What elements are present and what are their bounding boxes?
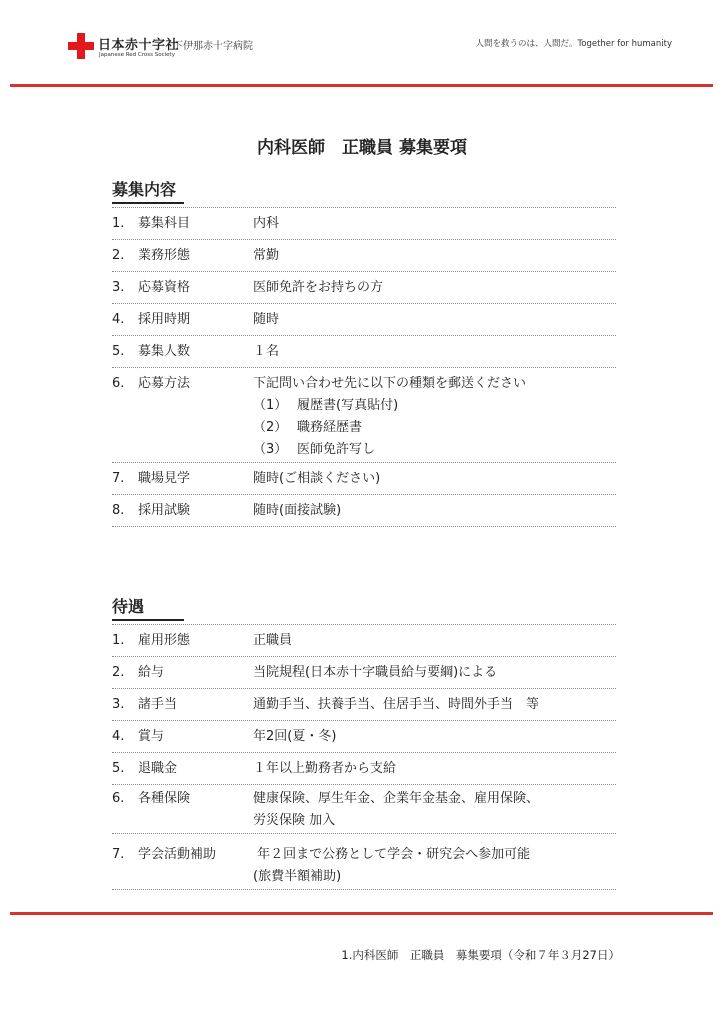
item-label: 職場見学	[138, 471, 191, 486]
org-name-en: Japanese Red Cross Society	[99, 52, 175, 58]
item-value: 随時(面接試験)	[253, 503, 342, 518]
sub-item-number: （1）	[253, 398, 288, 413]
item-label: 学会活動補助	[138, 847, 217, 862]
slogan: 人間を救うのは、人間だ。Together for humanity	[475, 39, 672, 49]
list-item	[112, 721, 616, 753]
org-name: 日本赤十字社	[98, 38, 180, 53]
list-item	[112, 753, 616, 785]
item-number: 6.	[112, 376, 125, 391]
list-item	[112, 207, 616, 240]
item-number: 7.	[112, 847, 125, 862]
header-divider	[10, 84, 713, 87]
item-number: 3.	[112, 697, 125, 712]
item-value: 随時	[253, 312, 280, 327]
item-number: 7.	[112, 471, 125, 486]
item-label: 業務形態	[138, 248, 191, 263]
item-label: 募集科目	[138, 216, 191, 231]
item-label: 募集人数	[138, 344, 191, 359]
item-label: 各種保険	[138, 791, 191, 806]
list-item	[112, 240, 616, 272]
item-label: 雇用形態	[138, 633, 191, 648]
item-label: 応募資格	[138, 280, 191, 295]
list-item	[112, 463, 616, 495]
item-value: 医師免許をお持ちの方	[253, 280, 384, 295]
item-value: １名	[253, 344, 280, 359]
item-value-line2: 労災保険 加入	[253, 813, 336, 828]
item-number: 1.	[112, 633, 125, 648]
sub-item-number: （3）	[253, 442, 288, 457]
section-heading-benefits: 待遇	[112, 594, 144, 617]
list-item	[112, 304, 616, 336]
list-item	[112, 368, 616, 463]
item-number: 4.	[112, 729, 125, 744]
item-label: 給与	[138, 665, 165, 680]
item-label: 応募方法	[138, 376, 191, 391]
item-number: 8.	[112, 503, 125, 518]
item-number: 4.	[112, 312, 125, 327]
item-value: 常勤	[253, 248, 280, 263]
page-title: 内科医師 正職員 募集要項	[257, 138, 467, 158]
item-value: １年以上勤務者から支給	[253, 761, 397, 776]
sub-item-text: 履歴書(写真貼付)	[297, 398, 399, 413]
item-number: 5.	[112, 761, 125, 776]
item-value: 下記問い合わせ先に以下の種類を郵送ください	[253, 376, 527, 391]
item-number: 2.	[112, 248, 125, 263]
item-value: 年2回(夏・冬)	[253, 729, 337, 744]
item-label: 採用試験	[138, 503, 191, 518]
list-item	[112, 495, 616, 527]
red-cross-icon	[68, 33, 94, 59]
item-number: 1.	[112, 216, 125, 231]
hospital-name: 下伊那赤十字病院	[173, 41, 253, 52]
list-item	[112, 657, 616, 689]
item-number: 5.	[112, 344, 125, 359]
item-value: 随時(ご相談ください)	[253, 471, 381, 486]
item-label: 退職金	[138, 761, 178, 776]
sub-item-text: 医師免許写し	[297, 442, 376, 457]
page-header	[0, 0, 724, 90]
footer-divider	[10, 912, 713, 915]
sub-item	[253, 417, 616, 439]
list-item	[112, 689, 616, 721]
footer-caption: 1.内科医師 正職員 募集要項（令和７年３月27日）	[341, 948, 620, 962]
benefits-list	[112, 624, 616, 890]
sub-item-text: 職務経歴書	[297, 420, 363, 435]
item-label: 賞与	[138, 729, 165, 744]
item-value-line2: (旅費半額補助)	[253, 869, 342, 884]
item-number: 2.	[112, 665, 125, 680]
sub-item-number: （2）	[253, 420, 288, 435]
list-item	[112, 272, 616, 304]
sub-item	[253, 395, 616, 417]
item-value: 通勤手当、扶養手当、住居手当、時間外手当 等	[253, 697, 540, 712]
list-item	[112, 834, 616, 890]
item-value: 年２回まで公務として学会・研究会へ参加可能	[253, 847, 531, 862]
list-item	[112, 624, 616, 657]
item-number: 3.	[112, 280, 125, 295]
list-item	[112, 785, 616, 834]
item-value: 健康保険、厚生年金、企業年金基金、雇用保険、	[253, 791, 540, 806]
item-label: 諸手当	[138, 697, 178, 712]
item-value: 当院規程(日本赤十字職員給与要綱)による	[253, 665, 498, 680]
recruitment-list	[112, 207, 616, 527]
item-value: 正職員	[253, 633, 293, 648]
sub-item	[253, 439, 616, 461]
section-heading-recruitment: 募集内容	[112, 177, 176, 200]
list-item	[112, 336, 616, 368]
item-number: 6.	[112, 791, 125, 806]
item-value: 内科	[253, 216, 280, 231]
item-label: 採用時期	[138, 312, 191, 327]
